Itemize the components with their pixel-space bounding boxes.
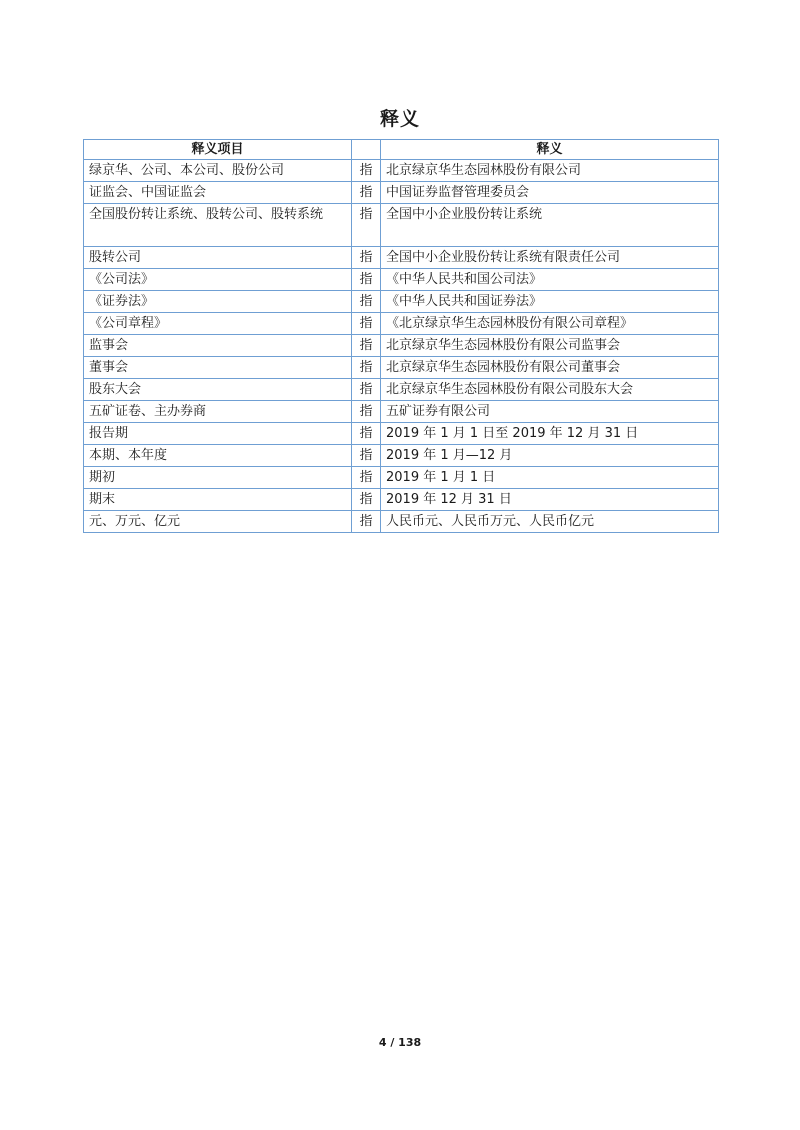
table-row xyxy=(84,423,719,445)
definition-cell: 人民币元、人民币万元、人民币亿元 xyxy=(381,511,719,533)
term-cell: 证监会、中国证监会 xyxy=(84,182,352,204)
definition-cell: 中国证券监督管理委员会 xyxy=(381,182,719,204)
definition-cell: 《北京绿京华生态园林股份有限公司章程》 xyxy=(381,313,719,335)
definition-cell: 北京绿京华生态园林股份有限公司董事会 xyxy=(381,357,719,379)
table-row xyxy=(84,467,719,489)
definition-cell: 全国中小企业股份转让系统 xyxy=(381,204,719,247)
header-ref xyxy=(352,140,381,160)
term-cell: 股转公司 xyxy=(84,247,352,269)
definition-cell: 全国中小企业股份转让系统有限责任公司 xyxy=(381,247,719,269)
table-row xyxy=(84,313,719,335)
definition-cell: 北京绿京华生态园林股份有限公司股东大会 xyxy=(381,379,719,401)
term-cell: 元、万元、亿元 xyxy=(84,511,352,533)
table-row xyxy=(84,511,719,533)
table-row xyxy=(84,291,719,313)
term-cell: 《公司章程》 xyxy=(84,313,352,335)
definition-cell: 2019 年 1 月 1 日至 2019 年 12 月 31 日 xyxy=(381,423,719,445)
ref-cell: 指 xyxy=(352,401,381,423)
page-title: 释义 xyxy=(379,108,420,130)
term-cell: 《证券法》 xyxy=(84,291,352,313)
term-cell: 董事会 xyxy=(84,357,352,379)
ref-cell: 指 xyxy=(352,511,381,533)
definition-cell: 北京绿京华生态园林股份有限公司 xyxy=(381,160,719,182)
table-row xyxy=(84,269,719,291)
ref-cell: 指 xyxy=(352,182,381,204)
term-cell: 期初 xyxy=(84,467,352,489)
ref-cell: 指 xyxy=(352,489,381,511)
term-cell: 本期、本年度 xyxy=(84,445,352,467)
table-row xyxy=(84,489,719,511)
definition-cell: 2019 年 1 月—12 月 xyxy=(381,445,719,467)
definitions-table xyxy=(83,139,719,533)
term-cell: 期末 xyxy=(84,489,352,511)
ref-cell: 指 xyxy=(352,357,381,379)
table-row xyxy=(84,335,719,357)
ref-cell: 指 xyxy=(352,291,381,313)
table-row xyxy=(84,445,719,467)
table-header-row xyxy=(84,140,719,160)
term-cell: 监事会 xyxy=(84,335,352,357)
table-row xyxy=(84,160,719,182)
definition-cell: 《中华人民共和国公司法》 xyxy=(381,269,719,291)
definition-cell: 2019 年 1 月 1 日 xyxy=(381,467,719,489)
term-cell: 《公司法》 xyxy=(84,269,352,291)
table-row xyxy=(84,357,719,379)
ref-cell: 指 xyxy=(352,423,381,445)
definition-cell: 五矿证券有限公司 xyxy=(381,401,719,423)
definition-cell: 2019 年 12 月 31 日 xyxy=(381,489,719,511)
ref-cell: 指 xyxy=(352,445,381,467)
table-row xyxy=(84,401,719,423)
ref-cell: 指 xyxy=(352,204,381,247)
definition-cell: 北京绿京华生态园林股份有限公司监事会 xyxy=(381,335,719,357)
definition-cell: 《中华人民共和国证券法》 xyxy=(381,291,719,313)
table-row xyxy=(84,247,719,269)
ref-cell: 指 xyxy=(352,247,381,269)
term-cell: 股东大会 xyxy=(84,379,352,401)
ref-cell: 指 xyxy=(352,379,381,401)
ref-cell: 指 xyxy=(352,160,381,182)
term-cell: 五矿证卷、主办券商 xyxy=(84,401,352,423)
ref-cell: 指 xyxy=(352,269,381,291)
header-definition: 释义 xyxy=(381,140,719,160)
page-number: 4 / 138 xyxy=(378,1036,422,1049)
term-cell: 报告期 xyxy=(84,423,352,445)
table-row xyxy=(84,182,719,204)
ref-cell: 指 xyxy=(352,313,381,335)
table-row xyxy=(84,379,719,401)
ref-cell: 指 xyxy=(352,335,381,357)
table-row xyxy=(84,204,719,247)
term-cell: 全国股份转让系统、股转公司、股转系统 xyxy=(84,204,352,247)
ref-cell: 指 xyxy=(352,467,381,489)
header-term: 释义项目 xyxy=(84,140,352,160)
term-cell: 绿京华、公司、本公司、股份公司 xyxy=(84,160,352,182)
